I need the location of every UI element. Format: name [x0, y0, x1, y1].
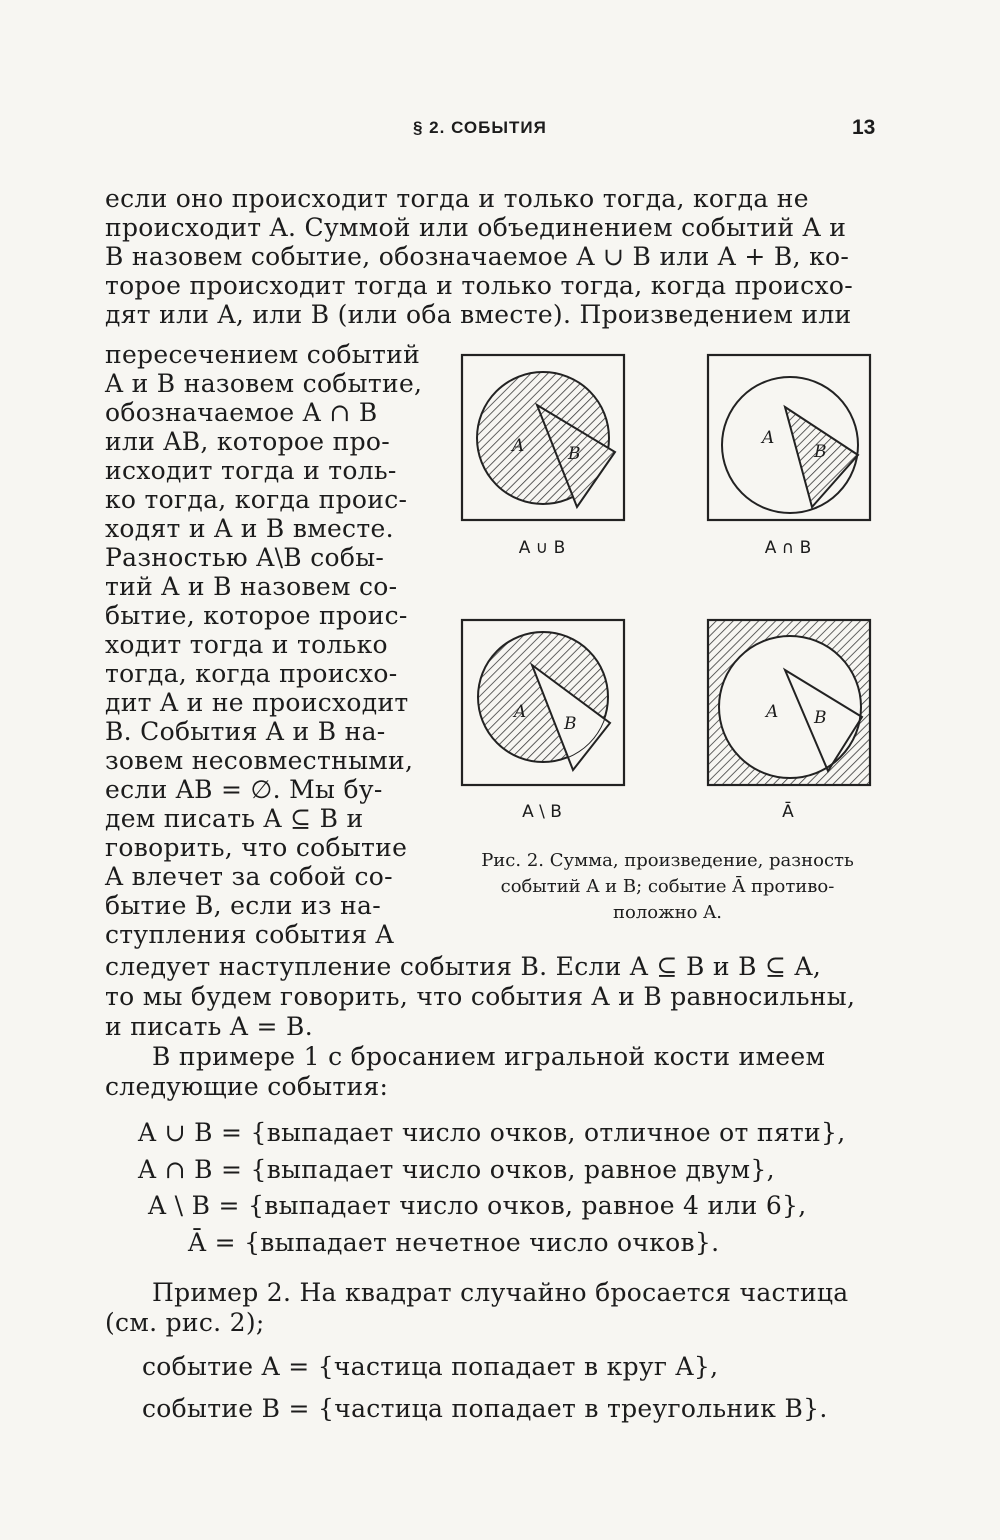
text-line: Пример 2. На квадрат случайно бросается частица — [152, 1278, 849, 1307]
page-number: 13 — [852, 116, 876, 139]
text-line: B назовем событие, обозначаемое A ∪ B или A + B, ко- — [105, 242, 850, 271]
panel-intersection — [708, 355, 870, 520]
text-line: (см. рис. 2); — [105, 1308, 265, 1337]
text-line: пересечением событий — [105, 340, 421, 369]
region-label-b: B — [814, 708, 827, 728]
text-line: если AB = ∅. Мы бу- — [105, 775, 383, 804]
text-line: A влечет за собой со- — [105, 862, 393, 891]
panel-complement — [708, 620, 870, 785]
text-line: ступления события A — [105, 920, 394, 949]
text-line: тий A и B назовем со- — [105, 572, 398, 601]
panel-label: Ā — [782, 802, 794, 822]
panel-union — [462, 355, 624, 520]
caption-line: Рис. 2. Сумма, произведение, разность — [481, 850, 854, 871]
caption-line: положно A. — [613, 902, 722, 923]
region-label-b: B — [814, 442, 827, 462]
text-line: зовем несовместными, — [105, 746, 414, 775]
event-formula: A \ B = {выпадает число очков, равное 4 или 6}, — [148, 1191, 807, 1220]
text-line: B. События A и B на- — [105, 717, 386, 746]
section-header: § 2. СОБЫТИЯ — [413, 118, 547, 137]
text-line: обозначаемое A ∩ B — [105, 398, 378, 427]
region-label-b: B — [564, 714, 577, 734]
text-line: бытие, которое проис- — [105, 601, 408, 630]
panel-label: A ∪ B — [518, 538, 566, 558]
event-formula: A ∪ B = {выпадает число очков, отличное от пяти}, — [138, 1118, 846, 1147]
region-label-a: A — [762, 428, 775, 448]
text-line: ходят и A и B вместе. — [105, 514, 394, 543]
text-line: ходит тогда и только — [105, 630, 388, 659]
text-line: Разностью A\B собы- — [105, 543, 385, 572]
text-line: ко тогда, когда проис- — [105, 485, 408, 514]
panel-label: A ∩ B — [764, 538, 812, 558]
text-line: дем писать A ⊆ B и — [105, 804, 364, 833]
text-line: торое происходит тогда и только тогда, когда происхо- — [105, 271, 853, 300]
figure-2 — [440, 345, 900, 835]
text-line: дит A и не происходит — [105, 688, 409, 717]
text-line: или AB, которое про- — [105, 427, 390, 456]
text-line: дят или A, или B (или оба вместе). Произведением или — [105, 300, 852, 329]
text-line: если оно происходит тогда и только тогда, когда не — [105, 184, 809, 213]
figure-caption — [445, 848, 890, 926]
region-label-a: A — [512, 436, 525, 456]
panel-difference — [462, 620, 624, 785]
text-line: говорить, что событие — [105, 833, 408, 862]
event-formula: событие B = {частица попадает в треугольник B}. — [142, 1394, 828, 1423]
event-formula: A ∩ B = {выпадает число очков, равное двум}, — [138, 1155, 775, 1184]
region-label-a: A — [766, 702, 779, 722]
text-line: исходит тогда и толь- — [105, 456, 397, 485]
event-formula: Ā = {выпадает нечетное число очков}. — [188, 1228, 720, 1257]
caption-line: событий A и B; событие Ā противо- — [500, 876, 835, 897]
text-line: следующие события: — [105, 1072, 389, 1101]
text-line: В примере 1 с бросанием игральной кости имеем — [152, 1042, 826, 1071]
text-line: тогда, когда происхо- — [105, 659, 398, 688]
text-line: бытие B, если из на- — [105, 891, 381, 920]
region-label-b: B — [568, 444, 581, 464]
event-formula: событие A = {частица попадает в круг A}, — [142, 1352, 719, 1381]
text-line: следует наступление события B. Если A ⊆ B и B ⊆ A, — [105, 952, 822, 981]
panel-label: A \ B — [522, 802, 562, 822]
text-line: то мы будем говорить, что события A и B равносильны, — [105, 982, 856, 1011]
region-label-a: A — [514, 702, 527, 722]
text-line: и писать A = B. — [105, 1012, 313, 1041]
text-line: A и B назовем событие, — [105, 369, 423, 398]
text-line: происходит A. Суммой или объединением событий A и — [105, 213, 847, 242]
